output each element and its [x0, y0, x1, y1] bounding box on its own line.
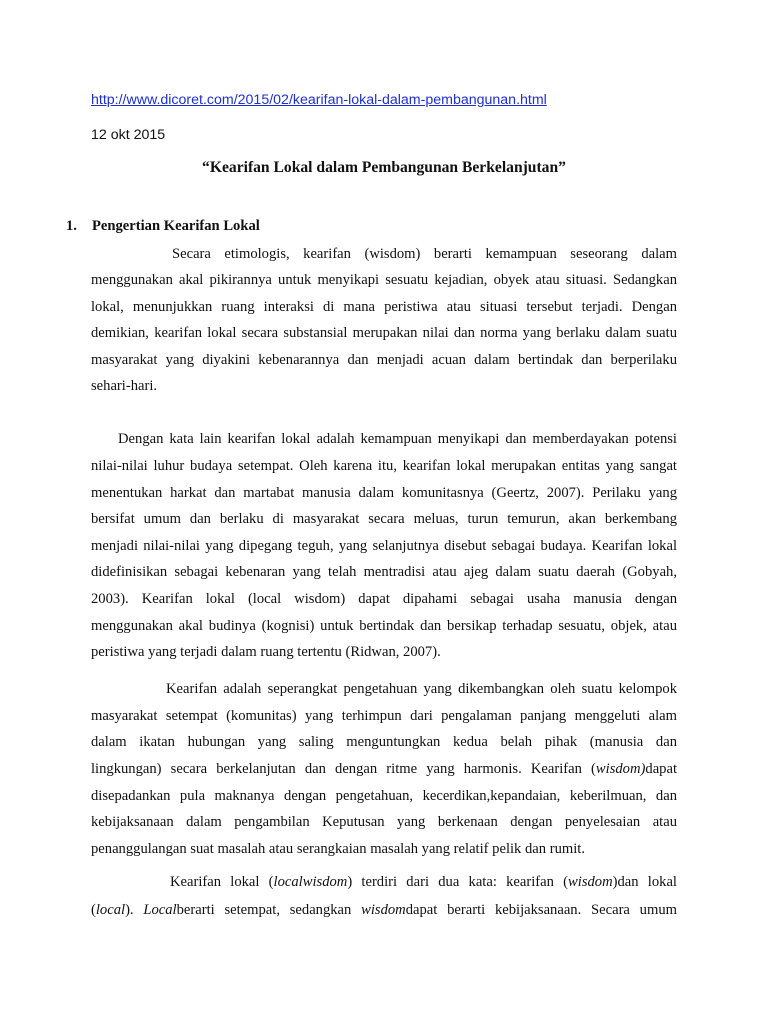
- paragraph-line: dalam ikatan hubungan yang saling menguntungkan kedua belah pihak (manusia dan: [91, 734, 677, 750]
- paragraph-line: Secara etimologis, kearifan (wisdom) berarti kemampuan seseorang dalam: [172, 246, 677, 262]
- line-text: ).: [125, 902, 144, 918]
- paragraph-line: menentukan harkat dan martabat manusia dalam komunitasnya (Geertz, 2007). Perilaku yang: [91, 485, 677, 501]
- italic-term: wisdom): [595, 761, 646, 777]
- paragraph-line: didefinisikan sebagai kebenaran yang telah mentradisi atau ajeg dalam suatu daerah (Gobyah,: [91, 564, 677, 580]
- paragraph-line: sehari-hari.: [91, 378, 158, 394]
- line-text: Kearifan lokal (: [170, 874, 274, 890]
- paragraph-line: penanggulangan suat masalah atau serangkaian masalah yang relatif pelik dan rumit.: [91, 841, 585, 857]
- paragraph-line: bersifat umum dan berlaku di masyarakat secara meluas, turun temurun, akan berkembang: [91, 511, 677, 527]
- paragraph-line: kebijaksanaan dalam pengambilan Keputusan yang berkenaan dengan penyelesaian atau: [91, 814, 677, 830]
- paragraph-line: Kearifan adalah seperangkat pengetahuan yang dikembangkan oleh suatu kelompok: [166, 681, 677, 697]
- paragraph-line: Dengan kata lain kearifan lokal adalah kemampuan menyikapi dan memberdayakan potensi: [118, 431, 677, 447]
- italic-term: wisdom: [568, 874, 613, 890]
- line-text: (: [91, 902, 96, 918]
- document-date: 12 okt 2015: [91, 127, 166, 143]
- paragraph-line: masyarakat setempat (komunitas) yang terhimpun dari pengalaman panjang menggeluti alam: [91, 708, 677, 724]
- paragraph-line: menggunakan akal budinya (kognisi) untuk bertindak dan bersikap terhadap sesuatu, objek, atau: [91, 618, 677, 634]
- paragraph-line: lokal, menunjukkan ruang interaksi di mana peristiwa atau situasi tersebut terjadi. Dengan: [91, 299, 677, 315]
- paragraph-line: [91, 901, 677, 919]
- paragraph-line: 2003). Kearifan lokal (local wisdom) dapat dipahami sebagai usaha manusia dengan: [91, 591, 677, 607]
- section-heading-text: Pengertian Kearifan Lokal: [92, 218, 260, 234]
- source-link[interactable]: http://www.dicoret.com/2015/02/kearifan-lokal-dalam-pembangunan.html: [91, 92, 547, 108]
- line-text: dapat berarti kebijaksanaan. Secara umum: [405, 902, 677, 918]
- paragraph-line: masyarakat yang diyakini kebenarannya dan menjadi acuan dalam bertindak dan berperilaku: [91, 352, 677, 368]
- document-title: “Kearifan Lokal dalam Pembangunan Berkelanjutan”: [202, 159, 566, 176]
- paragraph-line: peristiwa yang terjadi dalam ruang tertentu (Ridwan, 2007).: [91, 644, 441, 660]
- italic-term: localwisdom: [273, 874, 348, 890]
- line-text: )dan lokal: [612, 874, 677, 890]
- line-text: berarti setempat, sedangkan: [176, 902, 362, 918]
- italic-term: Local: [143, 902, 177, 918]
- line-text: lingkungan) secara berkelanjutan dan dengan ritme yang harmonis. Kearifan (: [91, 761, 596, 777]
- paragraph-line: disepadankan pula maknanya dengan pengetahuan, kecerdikan,kepandaian, keberilmuan, dan: [91, 788, 677, 804]
- line-text: ) terdiri dari dua kata: kearifan (: [347, 874, 569, 890]
- paragraph-line: menggunakan akal pikirannya untuk menyikapi sesuatu kejadian, obyek atau situasi. Sedangkan: [91, 272, 677, 288]
- section-number: 1.: [66, 218, 77, 234]
- paragraph-line: [170, 873, 677, 891]
- italic-term: local: [95, 902, 126, 918]
- paragraph-line: menjadi nilai-nilai yang dipegang teguh, yang selanjutnya disebut sebagai budaya. Kearifan lokal: [91, 538, 677, 554]
- line-text: dapat: [645, 761, 677, 777]
- paragraph-line: demikian, kearifan lokal secara substansial merupakan nilai dan norma yang berlaku dalam suatu: [91, 325, 677, 341]
- paragraph-line: [91, 760, 677, 778]
- section-heading: [66, 218, 260, 235]
- italic-term: wisdom: [361, 902, 406, 918]
- paragraph-line: nilai-nilai luhur budaya setempat. Oleh karena itu, kearifan lokal merupakan entitas yang sangat: [91, 458, 677, 474]
